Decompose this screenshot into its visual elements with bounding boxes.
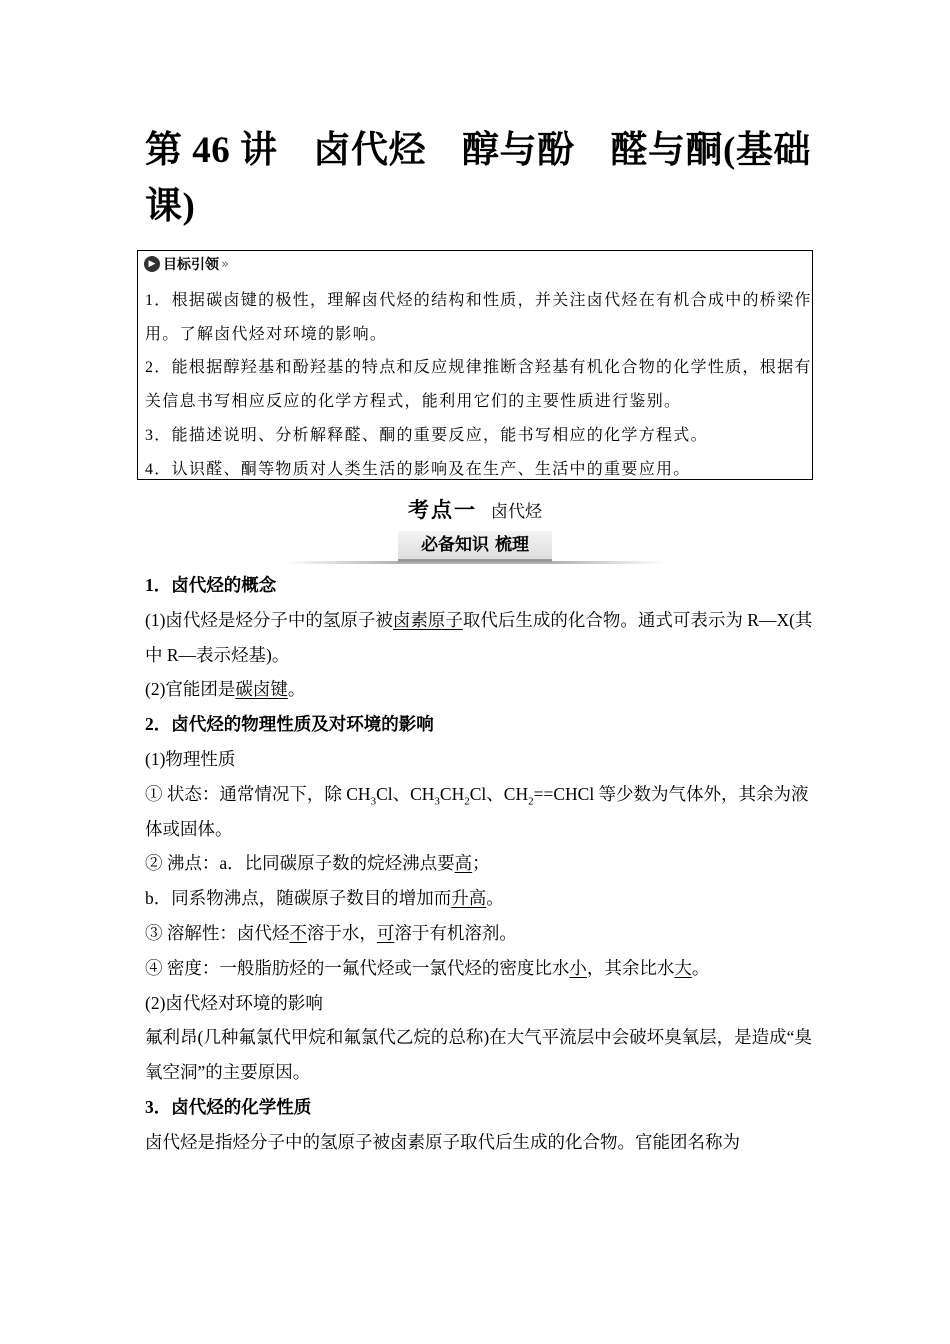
lecture-title [145, 123, 825, 235]
goal-item: 3．能描述说明、分析解释醛、酮的重要反应，能书写相应的化学方程式。 [145, 426, 708, 444]
learning-goals-box [137, 250, 813, 480]
section-heading [0, 494, 950, 524]
heading-concept: 1．卤代烃的概念 [145, 575, 277, 595]
goal-item: 4．认识醛、酮等物质对人类生活的影响及在生产、生活中的重要应用。 [145, 460, 691, 478]
paragraph-solubility: ③ 溶解性：卤代烃不溶于水，可溶于有机溶剂。 [145, 922, 517, 943]
paragraph-chemical-intro: 卤代烃是指烃分子中的氢原子被卤素原子取代后生成的化合物。官能团名称为 [145, 1131, 740, 1152]
double-chevron-right-icon: » [221, 256, 229, 272]
paragraph-state: ① 状态：通常情况下，除 $CH_3Cl$、$CH_3CH_2Cl$、$CH_2==CHCl$ 等少数为气体外，其余为液体或固体。 [145, 783, 809, 839]
paragraph-boiling-point: ② 沸点：a．比同碳原子数的烷烃沸点要高； [145, 853, 490, 874]
title-line-2: 课) [145, 186, 196, 227]
paragraph-physical-label: (1)物理性质 [145, 748, 236, 769]
title-part-4: 醛与酮(基础 [610, 130, 811, 171]
title-part-2: 卤代烃 [313, 130, 426, 171]
title-part-3: 醇与酚 [462, 130, 575, 171]
goal-item: 1．根据碳卤键的极性，理解卤代烃的结构和性质，并关注卤代烃在有机合成中的桥梁作用。了解卤代烃对环境的影响。 [145, 292, 812, 343]
knowledge-banner: 必备知识 梳理 [398, 531, 552, 562]
section-subtitle: 卤代烃 [491, 502, 542, 522]
paragraph-boiling-point-b: b．同系物沸点，随碳原子数目的增加而升高。 [145, 888, 504, 909]
paragraph-freon: 氟利昂(几种氟氯代甲烷和氟氯代乙烷的总称)在大气平流层中会破坏臭氧层，是造成“臭氧空洞”的主要原因。 [145, 1027, 812, 1083]
paragraph-environment-label: (2)卤代烃对环境的影响 [145, 992, 323, 1013]
goal-item: 2．能根据醇羟基和酚羟基的特点和反应规律推断含羟基有机化合物的化学性质，根据有关信息书写相应反应的化学方程式，能利用它们的主要性质进行鉴别。 [145, 359, 812, 411]
heading-chemical-properties: 3．卤代烃的化学性质 [145, 1096, 312, 1117]
goals-list [145, 284, 813, 486]
main-content [145, 568, 815, 1160]
paragraph-definition: (1)卤代烃是烃分子中的氢原子被卤素原子取代后生成的化合物。通式可表示为 R—X(其中 R—表示烃基)。 [145, 609, 813, 665]
paragraph-density: ④ 密度：一般脂肪烃的一氟代烃或一氯代烃的密度比水小，其余比水大。 [145, 957, 710, 978]
play-icon: ▶ [144, 256, 160, 272]
section-title: 考点一 [408, 498, 477, 522]
goals-label: 目标引领 [163, 257, 219, 273]
heading-physical-properties: 2．卤代烃的物理性质及对环境的影响 [145, 714, 434, 735]
goals-header [144, 253, 229, 275]
paragraph-functional-group: (2)官能团是碳卤键。 [145, 679, 306, 700]
title-part-1: 第 46 讲 [145, 130, 278, 171]
